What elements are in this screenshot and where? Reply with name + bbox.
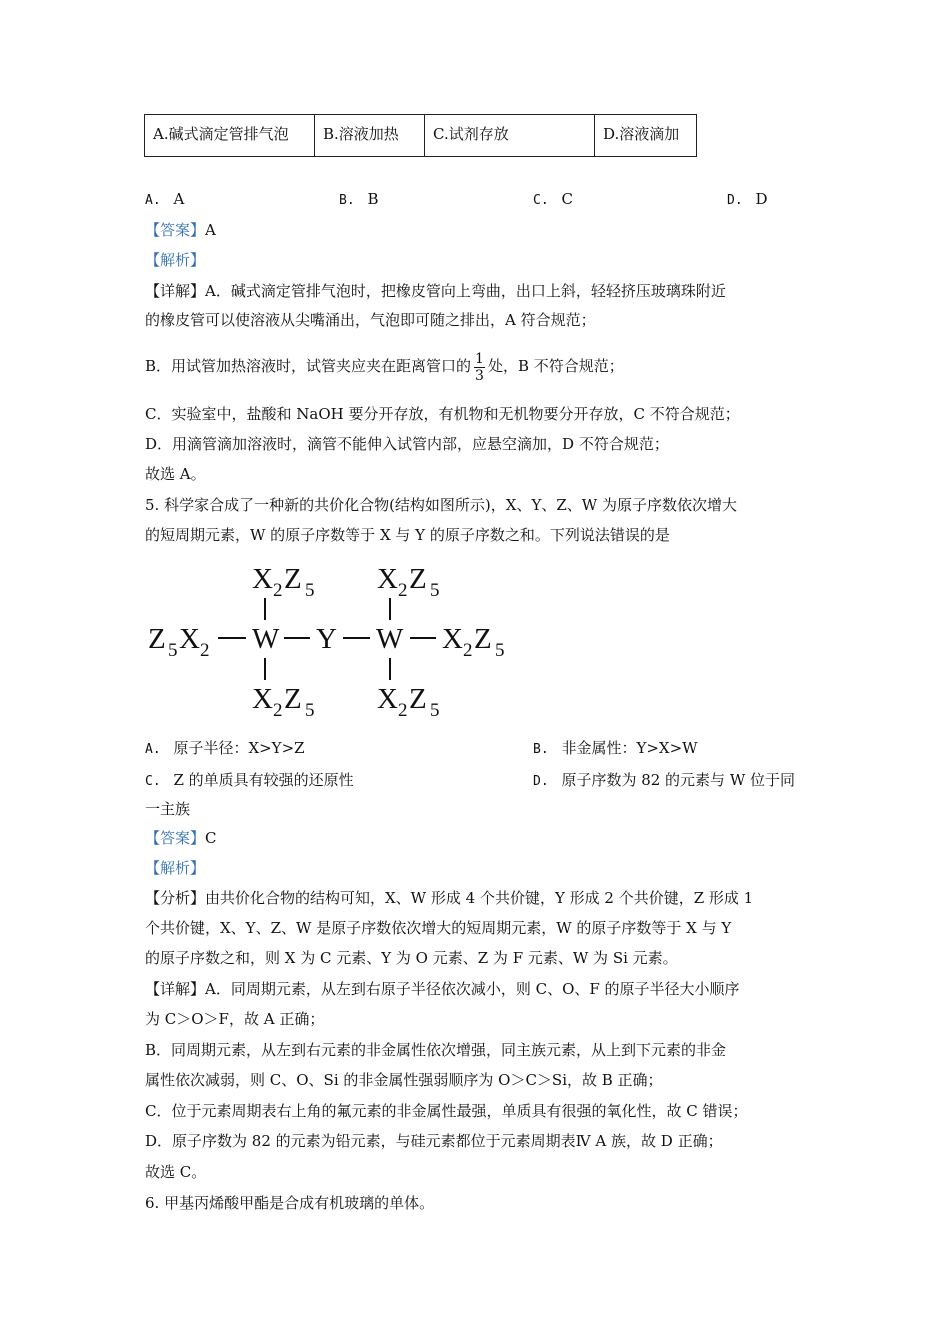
- atom-z: Z: [148, 623, 166, 655]
- atom-z: Z: [409, 683, 427, 715]
- q4-detail-line2: 的橡皮管可以使溶液从尖嘴涌出，气泡即可随之排出，A 符合规范；: [145, 311, 596, 329]
- choice-text: 原子半径：X>Y>Z: [173, 739, 305, 757]
- atom-z: Z: [284, 683, 302, 715]
- q5-answer: [145, 828, 217, 848]
- sub-2: 2: [463, 640, 473, 661]
- choice-label: A.: [145, 742, 161, 757]
- atom-z: Z: [474, 623, 492, 655]
- q6-stem: 6. 甲基丙烯酸甲酯是合成有机玻璃的单体。: [145, 1194, 435, 1212]
- atom-x: X: [179, 623, 200, 655]
- table-cell-a: A.碱式滴定管排气泡: [145, 115, 315, 157]
- sub-2: 2: [398, 580, 408, 601]
- atom-x: X: [377, 563, 398, 595]
- sub-5: 5: [305, 700, 315, 721]
- q5-conclusion: 故选 C。: [145, 1163, 207, 1181]
- fraction-one-third: [474, 351, 485, 384]
- sub-5: 5: [305, 580, 315, 601]
- fraction-numerator: 1: [475, 350, 484, 367]
- table-cell-d: D.溶液滴加: [595, 115, 697, 157]
- q5-choice-d: [533, 769, 795, 790]
- q5-choice-c: [145, 769, 354, 790]
- group-top-left: [252, 563, 315, 601]
- q4-choice-b: [339, 190, 378, 208]
- atom-x: X: [377, 683, 398, 715]
- answer-tag: 【答案】: [145, 829, 206, 847]
- sub-2: 2: [273, 700, 283, 721]
- atom-w-right: W: [376, 623, 404, 655]
- table-cell-c: C.试剂存放: [425, 115, 595, 157]
- q4-conclusion: 故选 A。: [145, 465, 206, 483]
- detail-b-post: 处，B 不符合规范；: [487, 357, 624, 375]
- sub-5: 5: [168, 640, 178, 661]
- choice-label: C.: [145, 774, 161, 789]
- detail-b-pre: B．用试管加热溶液时，试管夹应夹在距离管口的: [145, 357, 472, 375]
- q5-detail-line6: D．原子序数为 82 的元素为铅元素，与硅元素都位于元素周期表Ⅳ A 族，故 D 正确；: [145, 1132, 723, 1150]
- q4-detail-line1: 【详解】A．碱式滴定管排气泡时，把橡皮管向上弯曲，出口上斜，轻轻挤压玻璃珠附近: [145, 282, 726, 300]
- choice-text: 非金属性：: [561, 739, 637, 757]
- q4-answer: [145, 220, 216, 240]
- atom-x: X: [252, 563, 273, 595]
- q4-analysis-tag: 【解析】: [145, 251, 206, 269]
- q4-detail-b: [145, 342, 624, 390]
- q5-analysis-line2: 个共价键，X、Y、Z、W 是原子序数依次增大的短周期元素，W 的原子序数等于 X 与 Y: [145, 919, 732, 937]
- choice-label: B.: [533, 742, 549, 757]
- choice-label: B.: [339, 193, 355, 208]
- q5-analysis-line3: 的原子序数之和，则 X 为 C 元素、Y 为 O 元素、Z 为 F 元素、W 为 Si 元素。: [145, 949, 678, 967]
- q5-stem-line1: 5. 科学家合成了一种新的共价化合物(结构如图所示)，X、Y、Z、W 为原子序数依次增大: [145, 496, 737, 514]
- choice-label: A.: [145, 193, 161, 208]
- sub-2: 2: [398, 700, 408, 721]
- q4-detail-c: C．实验室中，盐酸和 NaOH 要分开存放，有机物和无机物要分开存放，C 不符合规范；: [145, 405, 740, 423]
- q4-detail-d: D．用滴管滴加溶液时，滴管不能伸入试管内部，应悬空滴加，D 不符合规范；: [145, 435, 669, 453]
- choice-math: Y>X>W: [636, 739, 698, 757]
- choice-text: Z 的单质具有较强的还原性: [173, 771, 354, 789]
- choice-text: 原子序数为 82 的元素与 W 位于同: [561, 771, 796, 789]
- sub-5: 5: [430, 580, 440, 601]
- sub-2: 2: [273, 580, 283, 601]
- q5-analysis-tag: 【解析】: [145, 859, 206, 877]
- q4-choice-d: [727, 190, 767, 208]
- choice-text: A: [173, 190, 185, 208]
- group-middle-right: [442, 623, 505, 661]
- fraction-denominator: 3: [475, 367, 484, 384]
- q5-choice-a: [145, 737, 305, 758]
- sub-5: 5: [495, 640, 505, 661]
- options-table: [144, 114, 697, 157]
- q5-stem-line2: 的短周期元素，W 的原子序数等于 X 与 Y 的原子序数之和。下列说法错误的是: [145, 526, 670, 544]
- q5-choice-d-continuation: 一主族: [145, 800, 191, 818]
- q4-choice-a: [145, 190, 184, 208]
- q4-choice-c: [533, 190, 573, 208]
- q5-detail-line1: 【详解】A．同周期元素，从左到右原子半径依次减小，则 C、O、F 的原子半径大小顺序: [145, 980, 740, 998]
- table-cell-b: B.溶液加热: [315, 115, 425, 157]
- choice-text: B: [367, 190, 379, 208]
- choice-label: C.: [533, 193, 549, 208]
- q5-detail-line5: C．位于元素周期表右上角的氟元素的非金属性最强，单质具有很强的氧化性，故 C 错误；: [145, 1102, 748, 1120]
- choice-label: D.: [533, 774, 549, 789]
- group-middle-left: [148, 623, 210, 661]
- atom-x: X: [252, 683, 273, 715]
- molecular-structure-diagram: [148, 560, 518, 725]
- choice-text: D: [755, 190, 768, 208]
- group-bottom-left: [252, 683, 315, 721]
- choice-label: D.: [727, 193, 743, 208]
- group-bottom-right: [377, 683, 440, 721]
- choice-text: C: [561, 190, 573, 208]
- answer-value: A: [205, 221, 216, 239]
- group-top-right: [377, 563, 440, 601]
- answer-tag: 【答案】: [145, 221, 206, 239]
- atom-z: Z: [284, 563, 302, 595]
- atom-y: Y: [316, 623, 337, 655]
- q5-choice-b: [533, 737, 698, 758]
- q5-detail-line3: B．同周期元素，从左到右元素的非金属性依次增强，同主族元素，从上到下元素的非金: [145, 1041, 727, 1059]
- sub-5: 5: [430, 700, 440, 721]
- q5-analysis-line1: 【分析】由共价化合物的结构可知，X、W 形成 4 个共价键，Y 形成 2 个共价键，Z 形成 1: [145, 889, 754, 907]
- atom-z: Z: [409, 563, 427, 595]
- answer-value: C: [205, 829, 217, 847]
- sub-2: 2: [200, 640, 210, 661]
- q5-detail-line4: 属性依次减弱，则 C、O、Si 的非金属性强弱顺序为 O＞C＞Si，故 B 正确；: [145, 1071, 663, 1089]
- atom-x: X: [442, 623, 463, 655]
- q5-detail-line2: 为 C＞O＞F，故 A 正确；: [145, 1010, 325, 1028]
- atom-w-left: W: [252, 623, 280, 655]
